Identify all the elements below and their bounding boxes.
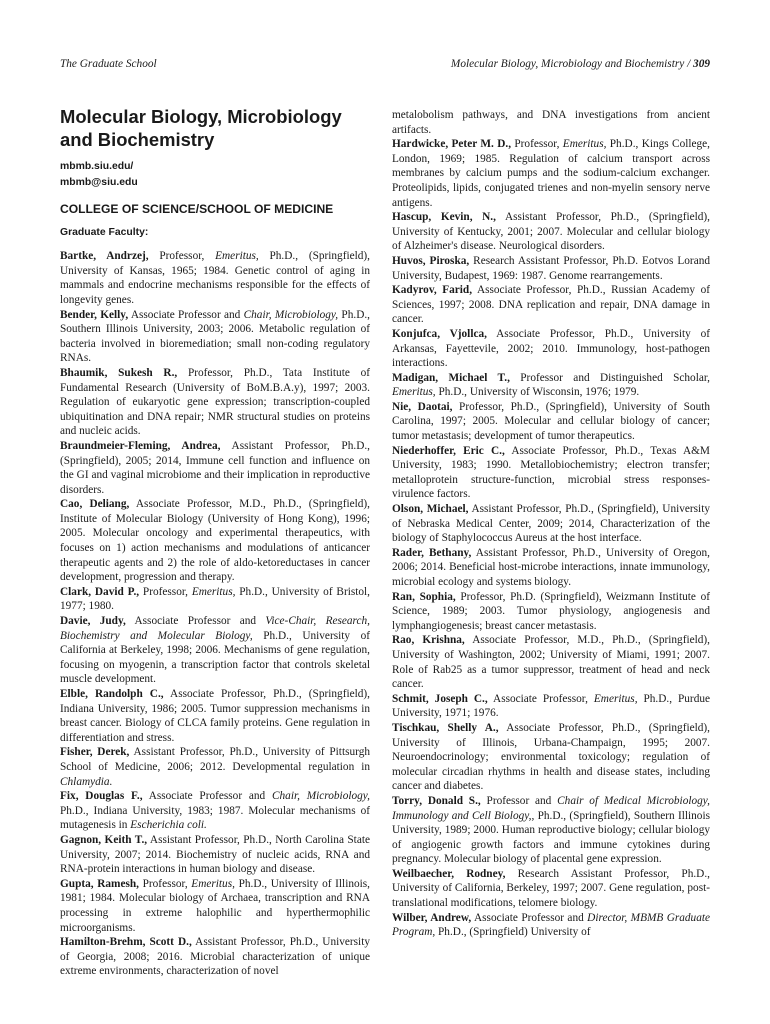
faculty-name: Fix, Douglas F., <box>60 790 143 803</box>
faculty-title-italic: Chair of Medical Microbiology, Immunology and Cell Biology,, <box>392 794 710 822</box>
faculty-entry <box>60 308 370 366</box>
faculty-entry <box>392 327 710 371</box>
faculty-entry <box>392 283 710 327</box>
faculty-title-italic: Chair, Microbiology, <box>243 308 339 321</box>
faculty-description: Professor, <box>148 250 216 263</box>
faculty-title-italic: Emeritus, <box>593 692 638 705</box>
faculty-title-italic: Emeritus, <box>562 138 607 151</box>
faculty-description: Ph.D., University of California at Berkeley, 1998; 2006. Mechanisms of gene regulation, focusing on myogenin, a transcription factor that controls skeletal muscle development. <box>60 629 370 686</box>
faculty-entry <box>392 254 710 283</box>
faculty-entry <box>60 833 370 877</box>
faculty-entry <box>60 935 370 979</box>
page-number: 309 <box>693 58 710 70</box>
faculty-description: Associate Professor, Ph.D., (Springfield), Indiana University, 1986; 2005. Tumor suppression mechanisms in breast cancer. Biology of CLCA family proteins. Gene regulation in differentiation and stress. <box>60 688 370 744</box>
college-heading: COLLEGE OF SCIENCE/SCHOOL OF MEDICINE <box>60 202 334 216</box>
faculty-description: Associate Professor, Ph.D., University of Arkansas, Fayettevile, 2002; 2010. Immunology, host-pathogen interactions. <box>392 327 710 370</box>
faculty-description: Ph.D., (Springfield), Southern Illinois University, 1989; 2000. Human reproductive biology; cellular biology of angiogenic growth factors and immune cytokines during pregnancy. Molecular biology of placental gene expression. <box>392 809 710 866</box>
faculty-entry <box>392 590 710 634</box>
faculty-name: Olson, Michael, <box>392 503 469 516</box>
faculty-description: Ph.D., Purdue University, 1971; 1976. <box>392 692 711 720</box>
faculty-name: Ran, Sophia, <box>392 590 456 603</box>
faculty-name: Hascup, Kevin, N., <box>392 211 496 224</box>
faculty-title-italic: Emeritus, <box>215 250 259 263</box>
faculty-title-italic: Director, MBMB Graduate Program, <box>392 911 711 939</box>
faculty-description: Professor, Ph.D., Tata Institute of Fundamental Research (University of BoM.B.A.y), 1997; 2003. Regulation of eukaryotic gene expression; transcription-coupled ubiquitination and DNA repair; NMR structural studies on proteins and nucleic acids. <box>60 366 370 438</box>
faculty-name: Elble, Randolph C., <box>60 688 164 700</box>
header-section: Molecular Biology, Microbiology and Biochemistry / 309 <box>450 58 710 70</box>
faculty-name: Weilbaecher, Rodney, <box>392 867 506 880</box>
faculty-list-left <box>60 249 370 979</box>
faculty-description: Professor, Ph.D. (Springfield), Weizmann Institute of Science, 1989; 2003. Tumor physiology, angiogenesis and lymphangiogenesis; breast cancer metastasis. <box>392 590 710 632</box>
department-email[interactable]: mbmb@siu.edu <box>60 176 138 188</box>
faculty-description: Professor and Distinguished Scholar, <box>509 371 710 384</box>
faculty-entry <box>392 444 710 502</box>
faculty-name: Davie, Judy, <box>60 615 126 628</box>
faculty-description: Professor, <box>511 138 563 151</box>
faculty-description: Ph.D., Indiana University, 1983; 1987. Molecular mechanisms of mutagenesis in <box>60 804 370 832</box>
right-column <box>392 108 710 940</box>
faculty-description: Research Assistant Professor, Ph.D., University of California, Berkeley, 1997; 2007. Gene regulation, post-translational modifications, telomere biology. <box>392 867 710 910</box>
faculty-name: Niederhoffer, Eric C., <box>392 444 505 457</box>
faculty-description: Ph.D., University of Illinois, 1981; 1984. Molecular biology of Archaea, transcription and RNA processing in extreme halophilic and hyperthermophilic microorganisms. <box>60 877 370 934</box>
header-school: The Graduate School <box>60 58 157 70</box>
faculty-name: Hardwicke, Peter M. D., <box>392 138 512 151</box>
faculty-name: Torry, Donald S., <box>392 794 481 807</box>
faculty-title-italic: Chair, Microbiology, <box>271 790 370 803</box>
faculty-description: Professor, <box>138 877 192 890</box>
faculty-description: Assistant Professor, Ph.D., (Springfield), University of Kentucky, 2001; 2007. Molecular and cellular biology of Alzheimer's disease. Neurological disorders. <box>392 211 710 253</box>
faculty-entry <box>392 400 710 444</box>
faculty-description: Ph.D., (Springfield), University of Kansas, 1965; 1984. Genetic control of aging in mammals and endocrine mechanisms responsible for the effects of longevity genes. <box>60 250 370 306</box>
faculty-label: Graduate Faculty: <box>60 226 149 238</box>
faculty-entry <box>392 108 710 137</box>
faculty-entry <box>60 497 370 585</box>
faculty-name: Madigan, Michael T., <box>392 371 510 384</box>
page-title <box>60 106 370 151</box>
faculty-name: Gupta, Ramesh, <box>60 877 139 890</box>
faculty-title-italic: Emeritus, <box>191 877 235 890</box>
faculty-title-italic: Emeritus, <box>191 585 236 598</box>
faculty-name: Cao, Deliang, <box>60 498 130 511</box>
faculty-entry <box>392 794 710 867</box>
faculty-description: Ph.D., (Springfield) University of <box>435 926 591 939</box>
header-section-title: Molecular Biology, Microbiology and Biochemistry <box>450 58 685 70</box>
faculty-entry <box>60 789 370 833</box>
page-title-line1: Molecular Biology, Microbiology <box>60 106 342 127</box>
faculty-name: Kadyrov, Farid, <box>392 284 473 297</box>
faculty-description: Associate Professor, M.D., Ph.D., (Springfield), University of Washington, 2002; University of Miami, 1991; 2007. Role of Rab25 as a tumor suppressor, treatment of head and neck cancer. <box>392 634 710 691</box>
faculty-name: Hamilton-Brehm, Scott D., <box>60 936 192 949</box>
faculty-entry <box>392 867 710 911</box>
faculty-description: Associate Professor, <box>487 692 594 705</box>
faculty-entry <box>392 137 710 210</box>
faculty-entry <box>60 585 370 614</box>
faculty-description: Ph.D., Southern Illinois University, 2003; 2006. Metabolic regulation of bacteria involved in bioremediation; small non-coding regulatory RNAs. <box>60 308 370 365</box>
faculty-entry <box>392 210 710 254</box>
faculty-title-italic: Chlamydia. <box>60 775 113 788</box>
faculty-name: Nie, Daotai, <box>392 400 453 413</box>
faculty-name: Wilber, Andrew, <box>392 911 472 924</box>
faculty-name: Huvos, Piroska, <box>392 254 470 267</box>
faculty-description: Associate Professor and <box>471 911 588 924</box>
faculty-description: Assistant Professor, Ph.D., North Carolina State University, 2007; 2014. Biochemistry of nucleic acids, RNA and RNA-protein interactions in human biology and disease. <box>60 833 370 876</box>
faculty-list-right <box>392 108 710 940</box>
faculty-entry <box>392 911 710 940</box>
faculty-entry <box>60 687 370 745</box>
faculty-name: Rader, Bethany, <box>392 546 472 559</box>
faculty-name: Konjufca, Vjollca, <box>392 327 487 340</box>
faculty-name: Clark, David P., <box>60 585 140 598</box>
faculty-description: Professor and <box>480 794 558 807</box>
faculty-name: Bender, Kelly, <box>60 308 129 321</box>
faculty-entry <box>392 633 710 691</box>
faculty-description: Associate Professor, Ph.D., Texas A&M University, 1983; 1990. Metallobiochemistry; electron transfer; metalloprotein structure-function, microbial stress responses-virulence factors. <box>392 444 710 501</box>
faculty-entry <box>392 546 710 590</box>
left-column <box>60 106 370 979</box>
faculty-entry <box>392 721 710 794</box>
faculty-description: Assistant Professor, Ph.D., University of Pittsurgh School of Medicine, 2006; 2012. Developmental regulation in <box>60 746 370 773</box>
faculty-title-italic: Vice-Chair, Research, Biochemistry and Molecular Biology, <box>60 615 371 642</box>
faculty-name: Gagnon, Keith T., <box>60 833 148 846</box>
faculty-description: Assistant Professor, Ph.D., (Springfield), 2005; 2014, Immune cell function and influence on the GI and vaginal microbiome and their implication in reproductive disorders. <box>60 439 370 496</box>
faculty-title-italic: Escherichia coli. <box>130 819 207 832</box>
faculty-description: Associate Professor and <box>125 615 266 628</box>
faculty-description: Associate Professor, Ph.D., (Springfield), University of Illinois, Urbana-Champaign, 1995; 2007. Neuroendocrinology; environmental toxicology; regulation of molecular circadian rhythms in health and disease states, including cancer and diabetes. <box>392 721 710 793</box>
faculty-name: Schmit, Joseph C., <box>392 692 488 705</box>
faculty-description: Associate Professor and <box>142 790 272 803</box>
faculty-entry <box>60 614 370 687</box>
faculty-description: Assistant Professor, Ph.D., University of Oregon, 2006; 2014. Beneficial host-microbe interactions, innate immunology, microbial ecology and systems biology. <box>392 546 710 588</box>
page-title-line2: and Biochemistry <box>60 128 215 150</box>
faculty-entry <box>392 692 710 721</box>
faculty-description: Ph.D., Kings College, London, 1969; 1985. Regulation of calcium transport across membranes by calcium pumps and the sodium-calcium exchanger. Proteolipids, lipids, conjugated trienes and non-myelin sensory nerve antigens. <box>392 138 710 209</box>
faculty-entry <box>392 371 710 400</box>
faculty-description: Ph.D., University of Bristol, 1977; 1980. <box>60 585 370 613</box>
faculty-name: Fisher, Derek, <box>60 746 130 759</box>
faculty-title-italic: Emeritus, <box>392 386 436 399</box>
faculty-description: Professor, <box>139 585 192 598</box>
faculty-description: Assistant Professor, Ph.D., (Springfield), University of Nebraska Medical Center, 2009; 2014, Characterization of the biology of Staphylococcus Aureus at the host interface. <box>392 503 710 545</box>
faculty-entry <box>392 502 710 546</box>
faculty-entry <box>60 366 370 439</box>
faculty-description: Associate Professor, M.D., Ph.D., (Springfield), Institute of Molecular Biology (University of Hong Kong), 1996; 2005. Molecular oncology and experimental therapeutics, with focuses on 1) action mechanisms and modulations of anticancer therapeutic agents and 2) the role of aldo-ketoreductases in cancer development, progression and therapy. <box>60 498 370 584</box>
faculty-description: Research Assistant Professor, Ph.D. Eotvos Lorand University, Budapest, 1969: 1987. Genome rearrangements. <box>392 254 711 282</box>
faculty-entry <box>60 249 370 307</box>
faculty-entry <box>60 745 370 789</box>
faculty-name: Bhaumik, Sukesh R., <box>60 366 178 379</box>
faculty-name: Tischkau, Shelly A., <box>392 721 499 734</box>
faculty-entry <box>60 439 370 497</box>
faculty-description: metalobolism pathways, and DNA investigations from ancient artifacts. <box>392 109 710 136</box>
faculty-name: Bartke, Andrzej, <box>60 250 149 263</box>
faculty-description: Professor, Ph.D., (Springfield), University of South Carolina, 1997; 2005. Molecular and cellular biology of cancer; tumor metastasis; development of tumor therapeutics. <box>392 400 711 443</box>
faculty-description: Ph.D., University of Wisconsin, 1976; 1979. <box>435 386 640 399</box>
department-website[interactable]: mbmb.siu.edu/ <box>60 161 134 172</box>
faculty-description: Assistant Professor, Ph.D., University of Georgia, 2008; 2016. Microbial characterization of unique extreme environments, characterization of novel <box>60 936 370 978</box>
faculty-name: Braundmeier-Fleming, Andrea, <box>60 439 221 452</box>
faculty-description: Associate Professor, Ph.D., Russian Academy of Sciences, 1997; 2008. DNA replication and repair, DNA damage in cancer. <box>392 284 710 326</box>
faculty-description: Associate Professor and <box>128 308 244 321</box>
faculty-entry <box>60 877 370 935</box>
faculty-name: Rao, Krishna, <box>392 634 465 647</box>
